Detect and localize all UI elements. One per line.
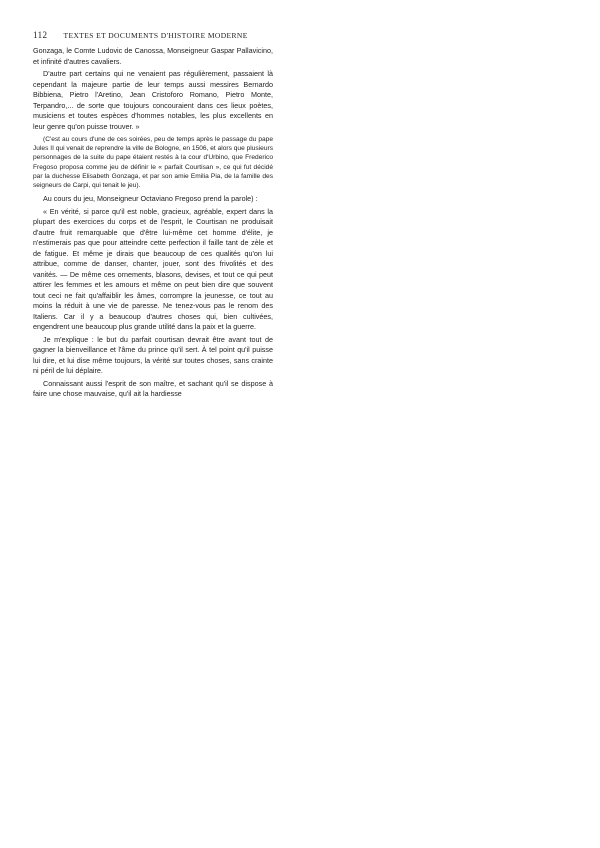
paragraph: Gonzaga, le Comte Ludovic de Canossa, Monseigneur Gaspar Pallavicino, et infinité d'autres cavaliers.: [33, 46, 273, 66]
paragraph: Je m'explique : le but du parfait courtisan devrait être avant tout de gagner la bienveillance et l'âme du prince qu'il sert. À tel point qu'il puisse lui dire, et lui dise même toujours, la vérité sur toutes choses, sans crainte ni péril de lui déplaire.: [33, 334, 273, 376]
page-header: [33, 30, 273, 42]
paragraph: Au cours du jeu, Monseigneur Octaviano Fregoso prend la parole) :: [43, 194, 258, 204]
running-title: TEXTES ET DOCUMENTS D'HISTOIRE MODERNE: [63, 31, 248, 40]
paragraph: D'autre part certains qui ne venaient pas régulièrement, passaient là cependant la majeure partie de leur temps aussi messires Bernardo Bibbiena, Pietro l'Aretino, Jean Cristoforo Romano, Pietro Monte, Terpandro,... de sorte que toujours concouraient dans ces lieux poètes, musiciens et toutes espèces d'hommes notables, les plus excellents en leur genre qu'on puisse trouver. »: [33, 69, 273, 131]
text-column: [33, 46, 273, 402]
editorial-note: (C'est au cours d'une de ces soirées, peu de temps après le passage du pape Jules II qui venait de reprendre la ville de Bologne, en 1506, et alors que plusieurs personnages de la suite du pape étaient restés à la cour d'Urbino, que Frederico Fregoso proposa comme jeu de définir le « parfait Courtisan », ce qui fut décidé par la duchesse Elisabeth Gonzaga, et par son amie Emilia Pia, de la famille des seigneurs de Carpi, qui tenait le jeu).: [33, 136, 273, 190]
page-number: 112: [33, 30, 48, 40]
paragraph: Connaissant aussi l'esprit de son maître, et sachant qu'il se dispose à faire une chose mauvaise, qu'il ait la hardiesse: [33, 378, 273, 399]
paragraph: « En vérité, si parce qu'il est noble, gracieux, agréable, expert dans la plupart des exercices du corps et de l'esprit, le Courtisan ne produisait d'autre fruit remarquable que d'être lui-même cet homme d'élite, je n'estimerais pas que pour atteindre cette perfection il faille tant de zèle et de fatigue. Et même je dirais que beaucoup de ces qualités qu'on lui attribue, comme de danser, chanter, jouer, sont des frivolités et des vanités. — De même ces ornements, blasons, devises, et tout ce qui peut attirer les femmes et les amours et même on peut bien dire que souvent tout ceci ne fait qu'affaiblir les âmes, corrompre la jeunesse, ce tout au moins la réduit à une vie de paresse. Ne tenez-vous pas le renom des Italiens. Car il y a beaucoup d'autres choses qui, bien cultivées, engendrent une beaucoup plus grande utilité dans la paix et la guerre.: [33, 206, 273, 332]
